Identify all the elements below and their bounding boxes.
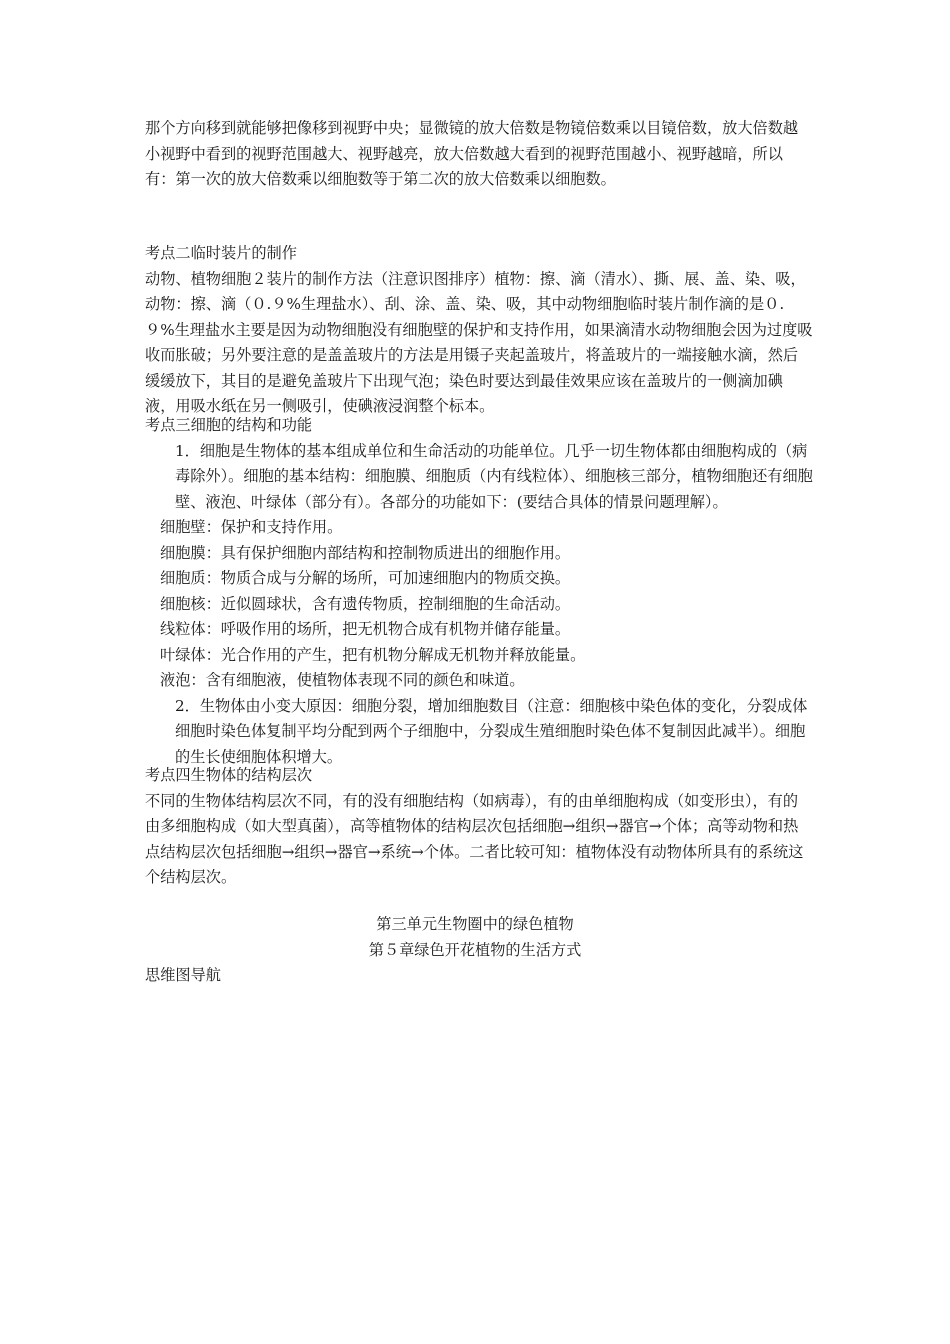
section-4: [145, 763, 813, 891]
function-chloroplast: 叶绿体：光合作用的产生，把有机物分解成无机物并释放能量。: [160, 645, 586, 664]
function-vacuole: 液泡：含有细胞液，使植物体表现不同的颜色和味道。: [160, 671, 525, 689]
function-cytoplasm: 细胞质：物质合成与分解的场所，可加速细胞内的物质交换。: [160, 569, 571, 587]
function-cell-membrane: 细胞膜：具有保护细胞内部结构和控制物质进出的细胞作用。: [160, 543, 571, 562]
section-2-body: 动物、植物细胞２装片的制作方法（注意识图排序）植物：擦、滴（清水）、撕、展、盖、染、吸，动物：擦、滴（０.９%生理盐水）、刮、涂、盖、染、吸，其中动物细胞临时装片制作滴的是０.９%生理盐水主要是因为动物细胞没有细胞壁的保护和支持作用，如果滴清水动物细胞会因为过度吸收而胀破；另外要注意的是盖盖玻片的方法是用镊子夹起盖玻片，将盖玻片的一端接触水滴，然后缓缓放下，其目的是避免盖玻片下出现气泡；染色时要达到最佳效果应该在盖玻片的一侧滴加碘液，用吸水纸在另一侧吸引，使碘液浸润整个标本。: [145, 269, 813, 415]
chapter-title: 第５章绿色开花植物的生活方式: [368, 941, 582, 959]
function-cell-wall: 细胞壁：保护和支持作用。: [160, 518, 343, 536]
function-mitochondria: 线粒体：呼吸作用的场所，把无机物合成有机物并储存能量。: [160, 620, 571, 638]
section-3-paragraph-1: 1．细胞是生物体的基本组成单位和生命活动的功能单位。几乎一切生物体都由细胞构成的（病毒除外）。细胞的基本结构：细胞膜、细胞质（内有线粒体）、细胞核三部分，植物细胞还有细胞壁、液泡、叶绿体（部分有）。各部分的功能如下：(要结合具体的情景问题理解）。: [175, 441, 813, 511]
section-3-heading: 考点三细胞的结构和功能: [145, 416, 313, 434]
section-4-body: 不同的生物体结构层次不同，有的没有细胞结构（如病毒），有的由单细胞构成（如变形虫），有的由多细胞构成（如大型真菌），高等植物体的结构层次包括细胞→组织→器官→个体；高等动物和热点结构层次包括细胞→组织→器官→系统→个体。二者比较可知：植物体没有动物体所具有的系统这个结构层次。: [145, 791, 804, 886]
section-4-heading: 考点四生物体的结构层次: [145, 766, 313, 784]
function-nucleus: 细胞核：近似圆球状，含有遗传物质，控制细胞的生命活动。: [160, 594, 571, 613]
section-2-heading: 考点二临时装片的制作: [145, 244, 297, 262]
unit-title: 第三单元生物圈中的绿色植物: [376, 915, 574, 933]
section-3-paragraph-2: 2．生物体由小变大原因：细胞分裂，增加细胞数目（注意：细胞核中染色体的变化，分裂成体细胞时染色体复制平均分配到两个子细胞中，分裂成生殖细胞时染色体不复制因此减半）。细胞的生长使细胞体积增大。: [175, 696, 808, 766]
mindmap-label: 思维图导航: [145, 966, 221, 984]
intro-text: 那个方向移到就能够把像移到视野中央；显微镜的放大倍数是物镜倍数乘以目镜倍数，放大倍数越小视野中看到的视野范围越大、视野越亮，放大倍数越大看到的视野范围越小、视野越暗，所以有：第一次的放大倍数乘以细胞数等于第二次的放大倍数乘以细胞数。: [145, 119, 799, 188]
intro-paragraph: [145, 116, 813, 193]
section-3: [145, 413, 813, 770]
section-2: [145, 241, 813, 420]
